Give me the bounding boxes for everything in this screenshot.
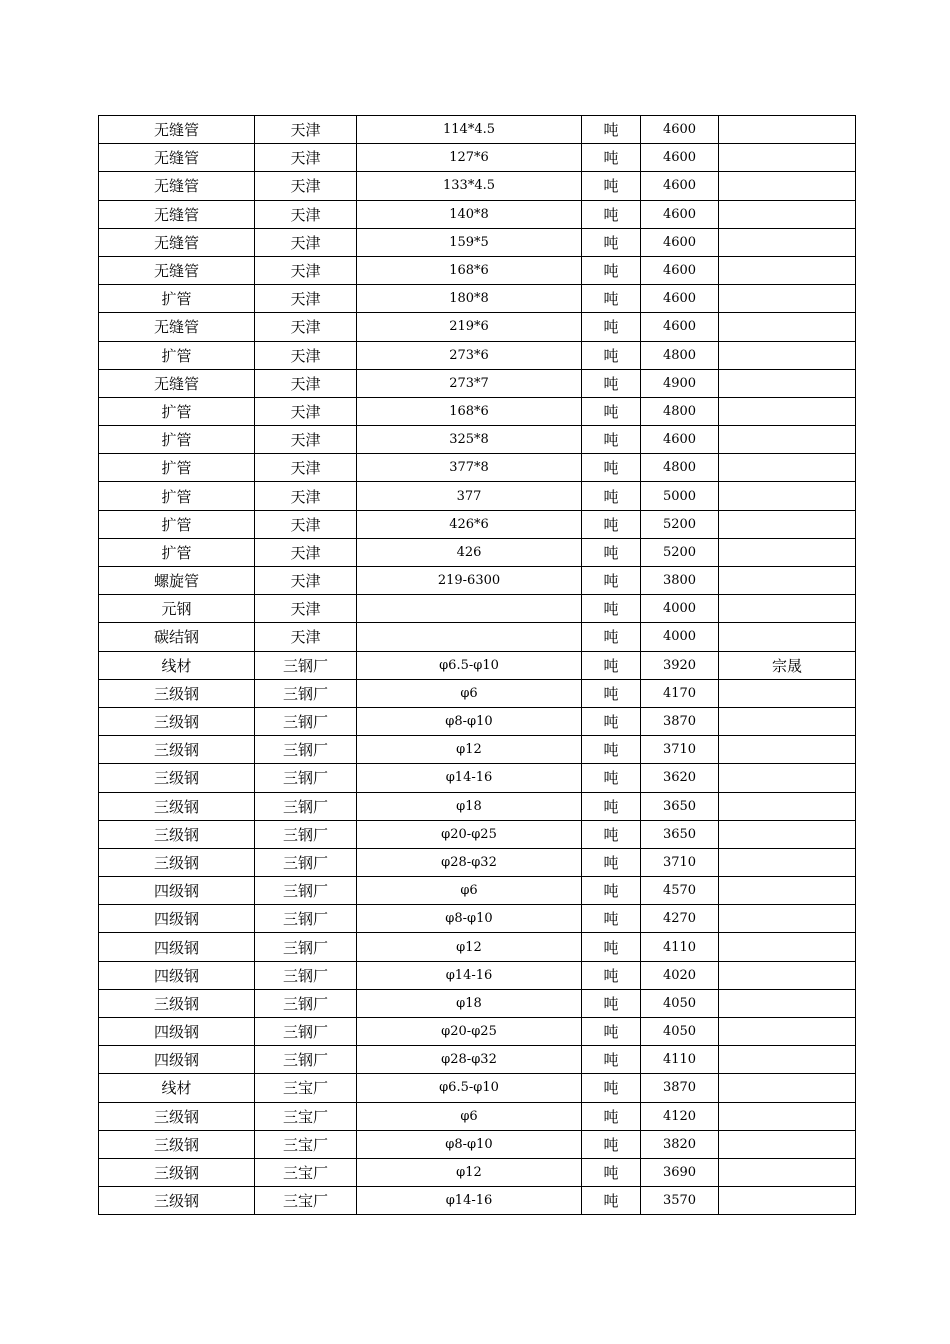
price-cell: 4600 [641, 228, 719, 256]
table-row [99, 961, 856, 989]
spec-cell [357, 595, 582, 623]
table-row [99, 679, 856, 707]
price-cell: 3570 [641, 1187, 719, 1215]
origin-cell: 三钢厂 [255, 961, 357, 989]
note-cell [719, 172, 856, 200]
note-cell [719, 1046, 856, 1074]
product-name-cell: 扩管 [99, 510, 255, 538]
spec-cell: φ14-16 [357, 961, 582, 989]
origin-cell: 天津 [255, 510, 357, 538]
origin-cell: 天津 [255, 397, 357, 425]
price-table-body [99, 116, 856, 1215]
note-cell [719, 116, 856, 144]
unit-cell: 吨 [582, 961, 641, 989]
spec-cell: φ12 [357, 1158, 582, 1186]
origin-cell: 天津 [255, 200, 357, 228]
note-cell [719, 848, 856, 876]
document-page [98, 115, 855, 1215]
product-name-cell: 扩管 [99, 285, 255, 313]
note-cell [719, 792, 856, 820]
note-cell [719, 820, 856, 848]
unit-cell: 吨 [582, 1158, 641, 1186]
unit-cell: 吨 [582, 679, 641, 707]
product-name-cell: 三级钢 [99, 989, 255, 1017]
origin-cell: 三宝厂 [255, 1074, 357, 1102]
note-cell [719, 144, 856, 172]
price-cell: 4600 [641, 285, 719, 313]
unit-cell: 吨 [582, 116, 641, 144]
price-cell: 3620 [641, 764, 719, 792]
origin-cell: 三钢厂 [255, 651, 357, 679]
spec-cell: 273*7 [357, 369, 582, 397]
origin-cell: 天津 [255, 256, 357, 284]
spec-cell: φ20-φ25 [357, 820, 582, 848]
unit-cell: 吨 [582, 200, 641, 228]
origin-cell: 天津 [255, 454, 357, 482]
origin-cell: 天津 [255, 144, 357, 172]
table-row [99, 369, 856, 397]
price-cell: 3870 [641, 1074, 719, 1102]
price-cell: 4110 [641, 1046, 719, 1074]
unit-cell: 吨 [582, 736, 641, 764]
product-name-cell: 三级钢 [99, 707, 255, 735]
spec-cell: φ12 [357, 933, 582, 961]
price-cell: 4600 [641, 256, 719, 284]
spec-cell: φ6 [357, 1102, 582, 1130]
origin-cell: 三钢厂 [255, 736, 357, 764]
product-name-cell: 三级钢 [99, 764, 255, 792]
product-name-cell: 四级钢 [99, 905, 255, 933]
unit-cell: 吨 [582, 256, 641, 284]
unit-cell: 吨 [582, 989, 641, 1017]
price-cell: 3650 [641, 820, 719, 848]
spec-cell: φ6 [357, 679, 582, 707]
spec-cell: 426*6 [357, 510, 582, 538]
origin-cell: 三宝厂 [255, 1130, 357, 1158]
unit-cell: 吨 [582, 538, 641, 566]
product-name-cell: 无缝管 [99, 256, 255, 284]
spec-cell: 219-6300 [357, 567, 582, 595]
spec-cell: 159*5 [357, 228, 582, 256]
table-row [99, 623, 856, 651]
price-cell: 4600 [641, 313, 719, 341]
price-cell: 4600 [641, 172, 719, 200]
product-name-cell: 三级钢 [99, 820, 255, 848]
price-cell: 5200 [641, 510, 719, 538]
note-cell [719, 369, 856, 397]
unit-cell: 吨 [582, 933, 641, 961]
unit-cell: 吨 [582, 228, 641, 256]
price-cell: 4600 [641, 200, 719, 228]
unit-cell: 吨 [582, 172, 641, 200]
product-name-cell: 扩管 [99, 482, 255, 510]
table-row [99, 144, 856, 172]
note-cell [719, 454, 856, 482]
product-name-cell: 三级钢 [99, 679, 255, 707]
origin-cell: 三宝厂 [255, 1158, 357, 1186]
table-row [99, 1158, 856, 1186]
note-cell [719, 623, 856, 651]
origin-cell: 天津 [255, 567, 357, 595]
unit-cell: 吨 [582, 1018, 641, 1046]
spec-cell: 426 [357, 538, 582, 566]
table-row [99, 200, 856, 228]
note-cell [719, 567, 856, 595]
spec-cell: φ8-φ10 [357, 1130, 582, 1158]
product-name-cell: 无缝管 [99, 172, 255, 200]
note-cell [719, 736, 856, 764]
unit-cell: 吨 [582, 426, 641, 454]
price-cell: 4600 [641, 144, 719, 172]
price-cell: 3870 [641, 707, 719, 735]
table-row [99, 285, 856, 313]
spec-cell: 273*6 [357, 341, 582, 369]
spec-cell: φ14-16 [357, 1187, 582, 1215]
product-name-cell: 元钢 [99, 595, 255, 623]
origin-cell: 天津 [255, 623, 357, 651]
origin-cell: 三钢厂 [255, 877, 357, 905]
note-cell [719, 482, 856, 510]
table-row [99, 256, 856, 284]
price-cell: 3710 [641, 736, 719, 764]
price-cell: 4900 [641, 369, 719, 397]
table-row [99, 792, 856, 820]
price-cell: 4600 [641, 116, 719, 144]
product-name-cell: 四级钢 [99, 961, 255, 989]
note-cell [719, 961, 856, 989]
note-cell [719, 679, 856, 707]
origin-cell: 天津 [255, 341, 357, 369]
product-name-cell: 四级钢 [99, 1046, 255, 1074]
note-cell [719, 877, 856, 905]
note-cell [719, 1130, 856, 1158]
price-cell: 4570 [641, 877, 719, 905]
origin-cell: 三钢厂 [255, 905, 357, 933]
table-row [99, 313, 856, 341]
spec-cell: φ28-φ32 [357, 848, 582, 876]
origin-cell: 三宝厂 [255, 1187, 357, 1215]
spec-cell: 127*6 [357, 144, 582, 172]
table-row [99, 1018, 856, 1046]
unit-cell: 吨 [582, 792, 641, 820]
note-cell [719, 1187, 856, 1215]
price-cell: 5200 [641, 538, 719, 566]
unit-cell: 吨 [582, 1130, 641, 1158]
unit-cell: 吨 [582, 341, 641, 369]
product-name-cell: 扩管 [99, 538, 255, 566]
product-name-cell: 无缝管 [99, 200, 255, 228]
table-row [99, 1046, 856, 1074]
table-row [99, 1102, 856, 1130]
origin-cell: 天津 [255, 228, 357, 256]
note-cell [719, 426, 856, 454]
table-row [99, 905, 856, 933]
product-name-cell: 三级钢 [99, 792, 255, 820]
table-row [99, 482, 856, 510]
price-cell: 3920 [641, 651, 719, 679]
unit-cell: 吨 [582, 1102, 641, 1130]
product-name-cell: 无缝管 [99, 116, 255, 144]
spec-cell: 325*8 [357, 426, 582, 454]
origin-cell: 三宝厂 [255, 1102, 357, 1130]
price-cell: 4000 [641, 623, 719, 651]
origin-cell: 天津 [255, 116, 357, 144]
note-cell [719, 1018, 856, 1046]
table-row [99, 736, 856, 764]
table-row [99, 426, 856, 454]
price-cell: 4600 [641, 426, 719, 454]
product-name-cell: 无缝管 [99, 144, 255, 172]
table-row [99, 651, 856, 679]
spec-cell: 219*6 [357, 313, 582, 341]
note-cell [719, 764, 856, 792]
table-row [99, 848, 856, 876]
price-cell: 4000 [641, 595, 719, 623]
unit-cell: 吨 [582, 1074, 641, 1102]
note-cell [719, 313, 856, 341]
origin-cell: 天津 [255, 369, 357, 397]
table-row [99, 172, 856, 200]
price-cell: 3650 [641, 792, 719, 820]
table-row [99, 595, 856, 623]
unit-cell: 吨 [582, 905, 641, 933]
table-row [99, 538, 856, 566]
product-name-cell: 螺旋管 [99, 567, 255, 595]
price-table [98, 115, 856, 1215]
product-name-cell: 三级钢 [99, 736, 255, 764]
note-cell [719, 341, 856, 369]
spec-cell: φ6.5-φ10 [357, 651, 582, 679]
table-row [99, 989, 856, 1017]
origin-cell: 三钢厂 [255, 764, 357, 792]
unit-cell: 吨 [582, 369, 641, 397]
unit-cell: 吨 [582, 651, 641, 679]
unit-cell: 吨 [582, 707, 641, 735]
product-name-cell: 线材 [99, 651, 255, 679]
price-cell: 4110 [641, 933, 719, 961]
table-row [99, 397, 856, 425]
table-row [99, 116, 856, 144]
product-name-cell: 扩管 [99, 397, 255, 425]
product-name-cell: 三级钢 [99, 848, 255, 876]
spec-cell: 377 [357, 482, 582, 510]
note-cell [719, 905, 856, 933]
note-cell [719, 510, 856, 538]
product-name-cell: 三级钢 [99, 1158, 255, 1186]
spec-cell: φ18 [357, 792, 582, 820]
note-cell [719, 933, 856, 961]
origin-cell: 三钢厂 [255, 820, 357, 848]
unit-cell: 吨 [582, 820, 641, 848]
table-row [99, 510, 856, 538]
product-name-cell: 无缝管 [99, 228, 255, 256]
origin-cell: 三钢厂 [255, 707, 357, 735]
note-cell: 宗晟 [719, 651, 856, 679]
note-cell [719, 707, 856, 735]
table-row [99, 1187, 856, 1215]
unit-cell: 吨 [582, 285, 641, 313]
unit-cell: 吨 [582, 144, 641, 172]
product-name-cell: 三级钢 [99, 1102, 255, 1130]
product-name-cell: 扩管 [99, 454, 255, 482]
spec-cell: φ6.5-φ10 [357, 1074, 582, 1102]
note-cell [719, 228, 856, 256]
price-cell: 4270 [641, 905, 719, 933]
origin-cell: 天津 [255, 313, 357, 341]
table-row [99, 228, 856, 256]
origin-cell: 天津 [255, 538, 357, 566]
product-name-cell: 四级钢 [99, 877, 255, 905]
note-cell [719, 1158, 856, 1186]
note-cell [719, 1074, 856, 1102]
table-row [99, 567, 856, 595]
price-cell: 3690 [641, 1158, 719, 1186]
price-cell: 4800 [641, 341, 719, 369]
note-cell [719, 1102, 856, 1130]
price-cell: 4170 [641, 679, 719, 707]
origin-cell: 三钢厂 [255, 848, 357, 876]
product-name-cell: 扩管 [99, 341, 255, 369]
spec-cell: φ8-φ10 [357, 905, 582, 933]
origin-cell: 三钢厂 [255, 933, 357, 961]
origin-cell: 三钢厂 [255, 792, 357, 820]
product-name-cell: 三级钢 [99, 1187, 255, 1215]
unit-cell: 吨 [582, 567, 641, 595]
table-row [99, 820, 856, 848]
origin-cell: 三钢厂 [255, 1018, 357, 1046]
spec-cell: 180*8 [357, 285, 582, 313]
note-cell [719, 397, 856, 425]
spec-cell: φ28-φ32 [357, 1046, 582, 1074]
product-name-cell: 扩管 [99, 426, 255, 454]
origin-cell: 天津 [255, 285, 357, 313]
spec-cell: 114*4.5 [357, 116, 582, 144]
table-row [99, 764, 856, 792]
spec-cell: 168*6 [357, 256, 582, 284]
table-row [99, 341, 856, 369]
note-cell [719, 989, 856, 1017]
unit-cell: 吨 [582, 764, 641, 792]
origin-cell: 天津 [255, 482, 357, 510]
unit-cell: 吨 [582, 313, 641, 341]
spec-cell: φ6 [357, 877, 582, 905]
origin-cell: 三钢厂 [255, 1046, 357, 1074]
spec-cell: φ14-16 [357, 764, 582, 792]
spec-cell: 133*4.5 [357, 172, 582, 200]
spec-cell: φ20-φ25 [357, 1018, 582, 1046]
price-cell: 4050 [641, 1018, 719, 1046]
product-name-cell: 线材 [99, 1074, 255, 1102]
product-name-cell: 无缝管 [99, 313, 255, 341]
table-row [99, 1130, 856, 1158]
price-cell: 3710 [641, 848, 719, 876]
spec-cell: φ8-φ10 [357, 707, 582, 735]
origin-cell: 天津 [255, 172, 357, 200]
product-name-cell: 无缝管 [99, 369, 255, 397]
origin-cell: 天津 [255, 426, 357, 454]
origin-cell: 三钢厂 [255, 989, 357, 1017]
spec-cell: φ12 [357, 736, 582, 764]
unit-cell: 吨 [582, 1046, 641, 1074]
product-name-cell: 碳结钢 [99, 623, 255, 651]
product-name-cell: 四级钢 [99, 1018, 255, 1046]
spec-cell: φ18 [357, 989, 582, 1017]
note-cell [719, 285, 856, 313]
price-cell: 4800 [641, 454, 719, 482]
spec-cell: 140*8 [357, 200, 582, 228]
origin-cell: 天津 [255, 595, 357, 623]
table-row [99, 933, 856, 961]
unit-cell: 吨 [582, 482, 641, 510]
price-cell: 4800 [641, 397, 719, 425]
price-cell: 4050 [641, 989, 719, 1017]
unit-cell: 吨 [582, 877, 641, 905]
product-name-cell: 三级钢 [99, 1130, 255, 1158]
price-cell: 4120 [641, 1102, 719, 1130]
unit-cell: 吨 [582, 595, 641, 623]
price-cell: 4020 [641, 961, 719, 989]
unit-cell: 吨 [582, 397, 641, 425]
table-row [99, 1074, 856, 1102]
table-row [99, 707, 856, 735]
table-row [99, 877, 856, 905]
price-cell: 3820 [641, 1130, 719, 1158]
unit-cell: 吨 [582, 1187, 641, 1215]
unit-cell: 吨 [582, 623, 641, 651]
price-cell: 5000 [641, 482, 719, 510]
unit-cell: 吨 [582, 848, 641, 876]
unit-cell: 吨 [582, 510, 641, 538]
note-cell [719, 256, 856, 284]
price-cell: 3800 [641, 567, 719, 595]
spec-cell: 168*6 [357, 397, 582, 425]
unit-cell: 吨 [582, 454, 641, 482]
note-cell [719, 538, 856, 566]
origin-cell: 三钢厂 [255, 679, 357, 707]
note-cell [719, 200, 856, 228]
note-cell [719, 595, 856, 623]
table-row [99, 454, 856, 482]
spec-cell: 377*8 [357, 454, 582, 482]
product-name-cell: 四级钢 [99, 933, 255, 961]
spec-cell [357, 623, 582, 651]
